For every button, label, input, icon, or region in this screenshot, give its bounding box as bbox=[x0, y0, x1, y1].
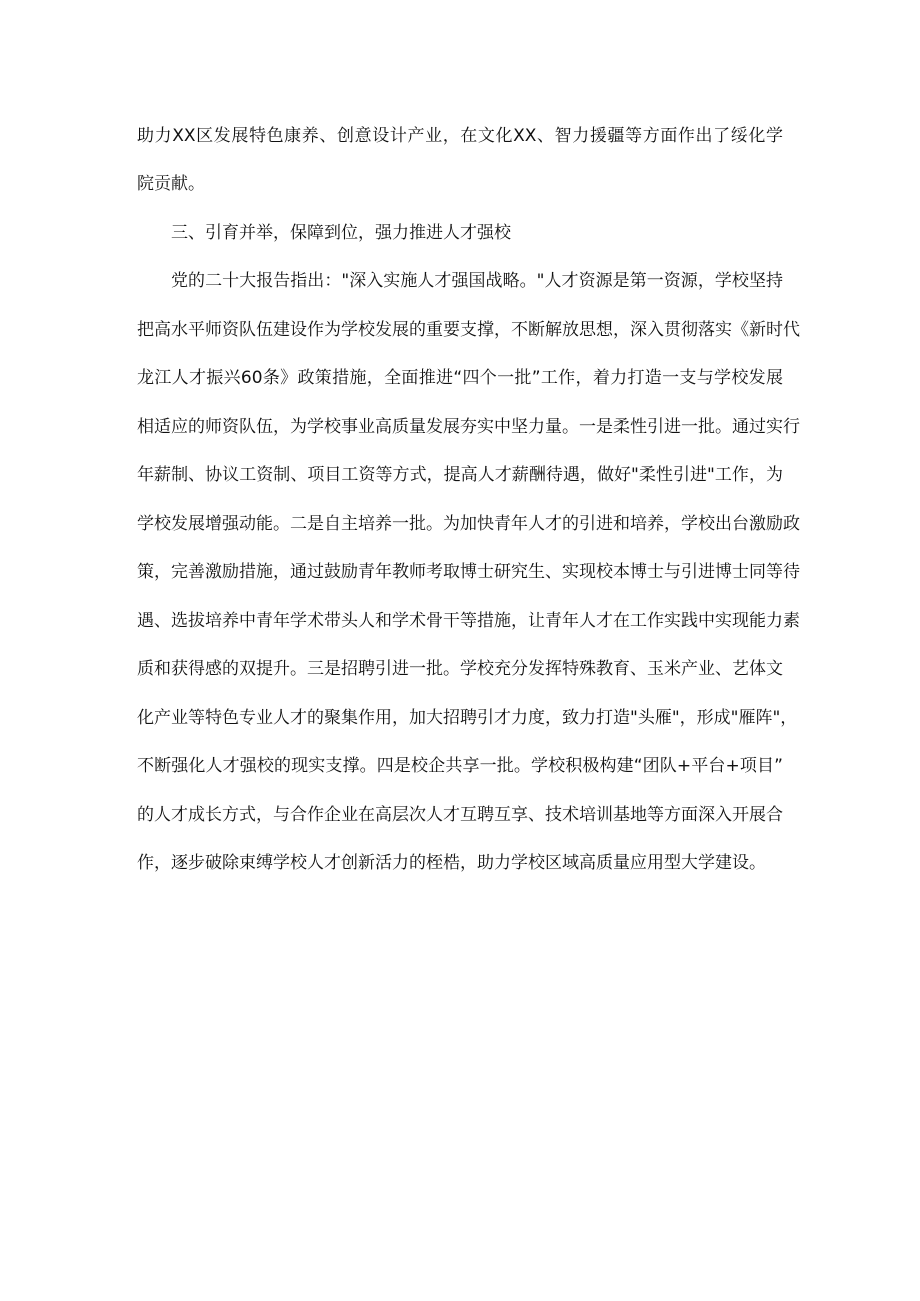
paragraph-2-line-12: 的人才成长方式，与合作企业在高层次人才互聘互享、技术培训基地等方面深入开展合 bbox=[137, 805, 783, 825]
paragraph-2-line-11: 不断强化人才强校的现实支撑。四是校企共享一批。学校积极构建“团队+平台+项目” bbox=[137, 756, 783, 776]
paragraph-1-line-1: 助力XX区发展特色康养、创意设计产业，在文化XX、智力援疆等方面作出了绥化学 bbox=[137, 126, 783, 146]
paragraph-2-line-13: 作，逐步破除束缚学校人才创新活力的桎梏，助力学校区域高质量应用型大学建设。 bbox=[137, 853, 766, 873]
paragraph-2-line-4: 相适应的师资队伍，为学校事业高质量发展夯实中坚力量。一是柔性引进一批。通过实行 bbox=[137, 417, 800, 437]
paragraph-1-line-2: 院贡献。 bbox=[137, 174, 205, 194]
paragraph-2-line-10: 化产业等特色专业人才的聚集作用，加大招聘引才力度，致力打造"头雁"，形成"雁阵"， bbox=[137, 708, 798, 728]
paragraph-2-line-5: 年薪制、协议工资制、项目工资等方式，提高人才薪酬待遇，做好"柔性引进"工作，为 bbox=[137, 465, 783, 485]
paragraph-2-line-6: 学校发展增强动能。二是自主培养一批。为加快青年人才的引进和培养，学校出台激励政 bbox=[137, 514, 800, 534]
paragraph-2-line-7: 策，完善激励措施，通过鼓励青年教师考取博士研究生、实现校本博士与引进博士同等待 bbox=[137, 562, 800, 582]
paragraph-2-line-2: 把高水平师资队伍建设作为学校发展的重要支撑，不断解放思想，深入贯彻落实《新时代 bbox=[137, 320, 800, 340]
paragraph-2-line-9: 质和获得感的双提升。三是招聘引进一批。学校充分发挥特殊教育、玉米产业、艺体文 bbox=[137, 659, 783, 679]
paragraph-2-line-8: 遇、选拔培养中青年学术带头人和学术骨干等措施，让青年人才在工作实践中实现能力素 bbox=[137, 611, 800, 631]
paragraph-2-line-3: 龙江人才振兴60条》政策措施，全面推进“四个一批”工作，着力打造一支与学校发展 bbox=[137, 368, 783, 388]
section-heading: 三、引育并举，保障到位，强力推进人才强校 bbox=[171, 223, 511, 243]
paragraph-2-line-1: 党的二十大报告指出："深入实施人才强国战略。"人才资源是第一资源，学校坚持 bbox=[171, 271, 783, 291]
